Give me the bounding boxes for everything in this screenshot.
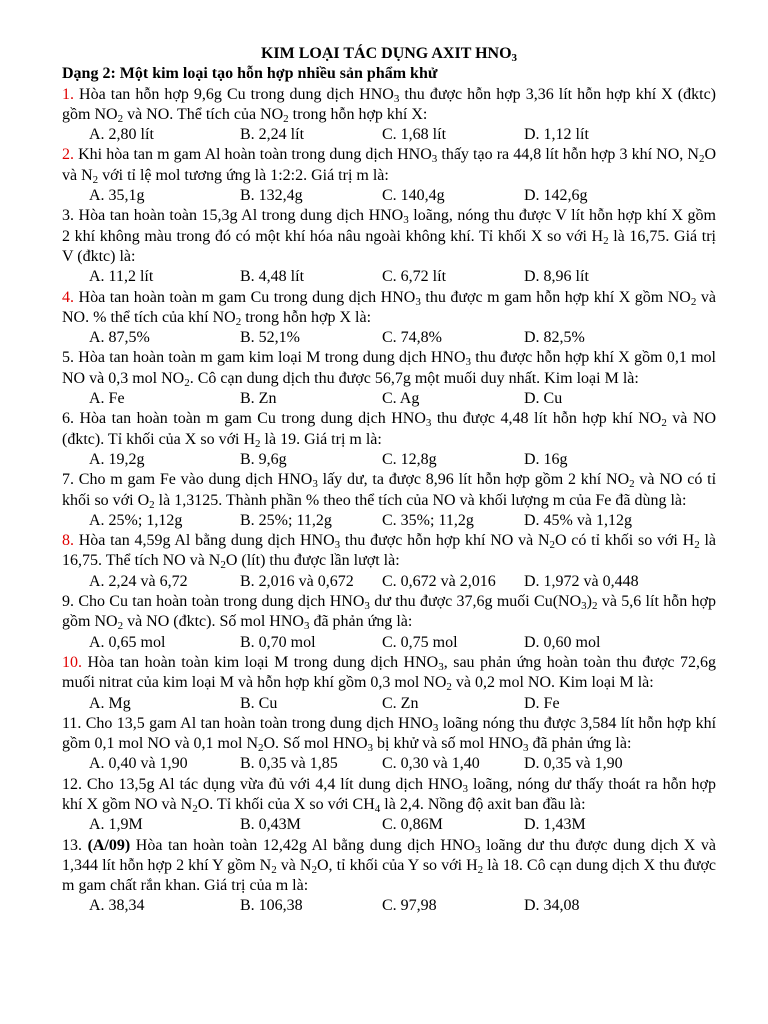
question-text: [62, 470, 716, 511]
answer-option-d: D. 142,6g: [524, 187, 588, 205]
question-body: Hòa tan hoàn toàn m gam kim loại M trong dung dịch $HNO_3$ thu được hỗn hợp khí X gồm 0,1 mol NO và 0,3 mol $NO_2$. Cô cạn dung dịch thu được 56,7g một muối duy nhất. Kim loại M là:: [62, 349, 716, 389]
answer-options: [62, 511, 716, 531]
answer-option-a: A. 0,40 và 1,90: [89, 755, 188, 773]
answer-option-b: B. Cu: [240, 694, 278, 712]
answer-option-a: A. Mg: [89, 694, 131, 712]
question-body: Cho 13,5 gam Al tan hoàn toàn trong dung dịch $HNO_3$ loãng nóng thu được 3,584 lít hỗn hợp khí gồm 0,1 mol NO và 0,1 mol $N_2O$. Số mol $HNO_3$ bị khử và số mol $HNO_3$ đã phản ứng là:: [62, 714, 717, 755]
question-text: [62, 145, 716, 186]
answer-options: [62, 815, 716, 835]
answer-option-d: D. 45% và 1,12g: [524, 511, 632, 529]
answer-options: [62, 896, 716, 916]
answer-option-b: B. 0,70 mol: [240, 633, 316, 651]
answer-option-a: A. Fe: [89, 390, 125, 408]
answer-option-a: A. 35,1g: [89, 187, 145, 205]
question-text: [62, 348, 716, 389]
answer-option-b: B. 25%; 11,2g: [240, 511, 332, 529]
answer-option-c: C. 35%; 11,2g: [382, 511, 474, 529]
answer-option-c: C. Zn: [382, 694, 419, 712]
answer-option-b: B. 52,1%: [240, 329, 300, 347]
question-number: 5.: [62, 349, 74, 367]
question-text: [62, 714, 716, 755]
answer-option-d: D. 0,35 và 1,90: [524, 755, 623, 773]
question-number: 1.: [62, 85, 74, 103]
question-body: Hòa tan hoàn toàn m gam Cu trong dung dịch $HNO_3$ thu được 4,48 lít hỗn hợp khí $NO_2$ và NO (đktc). Tỉ khối của X so với $H_2$ là 19. Giá trị m là:: [62, 410, 716, 450]
answer-options: [62, 186, 716, 206]
question-list: [62, 85, 716, 917]
answer-option-a: A. 19,2g: [89, 450, 145, 468]
answer-options: [62, 754, 716, 774]
answer-option-c: C. 0,75 mol: [382, 633, 458, 651]
question-number: 3.: [62, 207, 74, 225]
answer-options: [62, 267, 716, 287]
answer-option-c: C. 0,30 và 1,40: [382, 755, 480, 773]
answer-option-d: D. 1,12 lít: [524, 126, 589, 144]
answer-option-d: D. 34,08: [524, 897, 580, 915]
answer-option-d: D. 82,5%: [524, 329, 585, 347]
page-title: KIM LOẠI TÁC DỤNG AXIT $HNO_3$: [260, 45, 518, 64]
answer-option-b: B. 9,6g: [240, 450, 287, 468]
question-body: Khi hòa tan m gam Al hoàn toàn trong dung dịch $HNO_3$ thấy tạo ra 44,8 lít hỗn hợp 3 khí NO, $N_2O$ và $N_2$ với tỉ lệ mol tương ứng là 1:2:2. Giá trị m là:: [62, 146, 717, 186]
answer-option-b: B. 2,016 và 0,672: [240, 572, 354, 590]
answer-option-c: C. 0,86M: [382, 816, 443, 834]
answer-options: [62, 389, 716, 409]
question-body: Hòa tan hoàn toàn m gam Cu trong dung dịch $HNO_3$ thu được m gam hỗn hợp khí X gồm $NO_2$ và NO. % thể tích của khí $NO_2$ trong hỗn hợp X là:: [62, 288, 717, 328]
question-number: 11.: [62, 714, 82, 732]
answer-option-c: C. 0,672 và 2,016: [382, 572, 496, 590]
answer-option-c: C. 97,98: [382, 897, 437, 915]
question-body: (A/09) Hòa tan hoàn toàn 12,42g Al bằng dung dịch $HNO_3$ loãng dư thu được dung dịch X và 1,344 lít hỗn hợp 2 khí Y gồm $N_2$ và $N_2O$, tỉ khối của Y so với $H_2$ là 18. Cô cạn dung dịch X thu được m gam chất rắn khan. Giá trị của m là:: [62, 836, 717, 895]
answer-option-a: A. 25%; 1,12g: [89, 511, 183, 529]
question-number: 7.: [62, 471, 74, 489]
answer-option-a: A. 38,34: [89, 897, 145, 915]
question-text: [62, 592, 716, 633]
answer-option-c: C. 74,8%: [382, 329, 442, 347]
question-text: [62, 653, 716, 694]
question-text: [62, 836, 716, 897]
answer-option-a: A. 2,80 lít: [89, 126, 154, 144]
question-text: [62, 775, 716, 816]
answer-option-a: A. 2,24 và 6,72: [89, 572, 188, 590]
answer-option-a: A. 11,2 lít: [89, 268, 154, 286]
question-body: Cho 13,5g Al tác dụng vừa đủ với 4,4 lít dung dịch $HNO_3$ loãng, nóng dư thấy thoát ra hỗn hợp khí X gồm NO và $N_2O$. Tỉ khối của X so với $CH_4$ là 2,4. Nồng độ axit ban đầu là:: [62, 775, 716, 815]
answer-options: [62, 450, 716, 470]
question-body: Cho Cu tan hoàn toàn trong dung dịch $HNO_3$ dư thu được 37,6g muối $Cu(NO_3)_2$ và 5,6 lít hỗn hợp gồm $NO_2$ và NO (đktc). Số mol $HNO_3$ đã phản ứng là:: [62, 593, 716, 633]
question-number: 6.: [62, 410, 74, 428]
question-text: [62, 85, 716, 126]
answer-option-c: C. 6,72 lít: [382, 268, 447, 286]
question-number: 12.: [62, 775, 82, 793]
answer-option-d: D. 1,972 và 0,448: [524, 572, 639, 590]
answer-option-b: B. 2,24 lít: [240, 126, 305, 144]
answer-option-b: B. 0,43M: [240, 816, 301, 834]
question-text: [62, 531, 716, 572]
answer-options: [62, 694, 716, 714]
answer-option-b: B. 4,48 lít: [240, 268, 305, 286]
question-number: 2.: [62, 146, 74, 164]
answer-option-d: D. 8,96 lít: [524, 268, 589, 286]
question-number: 9.: [62, 593, 74, 611]
answer-option-c: C. 1,68 lít: [382, 126, 447, 144]
question-number: 13.: [62, 836, 82, 854]
answer-option-d: D. 16g: [524, 450, 568, 468]
answer-options: [62, 633, 716, 653]
answer-option-a: A. 0,65 mol: [89, 633, 166, 651]
question-body: Hòa tan hoàn toàn kim loại M trong dung dịch $HNO_3$, sau phản ứng hoàn toàn thu được 72,6g muối nitrat của kim loại M và hỗn hợp khí gồm 0,3 mol $NO_2$ và 0,2 mol NO. Kim loại M là:: [62, 653, 716, 694]
answer-option-b: B. 132,4g: [240, 187, 303, 205]
question-text: [62, 288, 716, 329]
answer-option-c: C. Ag: [382, 390, 420, 408]
question-body: Hòa tan hoàn toàn 15,3g Al trong dung dịch $HNO_3$ loãng, nóng thu được V lít hỗn hợp khí X gồm 2 khí không màu trong đó có một khí hóa nâu ngoài không khí. Tỉ khối X so với $H_2$ là 16,75. Giá trị V (đktc) là:: [62, 207, 717, 265]
answer-option-b: B. 0,35 và 1,85: [240, 755, 338, 773]
answer-option-c: C. 140,4g: [382, 187, 445, 205]
answer-options: [62, 572, 716, 592]
question-text: [62, 409, 716, 450]
question-body: Hòa tan 4,59g Al bằng dung dịch $HNO_3$ thu được hỗn hợp khí NO và $N_2O$ có tỉ khối so với $H_2$ là 16,75. Thể tích NO và $N_2O$ (lít) thu được lần lượt là:: [62, 532, 716, 572]
answer-option-a: A. 87,5%: [89, 329, 150, 347]
answer-options: [62, 125, 716, 145]
section-subtitle: Dạng 2: Một kim loại tạo hỗn hợp nhiều sản phẩm khử: [62, 65, 438, 83]
question-body: Hòa tan hỗn hợp 9,6g Cu trong dung dịch $HNO_3$ thu được hỗn hợp 3,36 lít hỗn hợp khí X (đktc) gồm $NO_2$ và NO. Thể tích của $NO_2$ trong hỗn hợp khí X:: [62, 85, 716, 125]
question-text: [62, 206, 716, 267]
answer-option-d: D. 1,43M: [524, 816, 586, 834]
answer-option-d: D. 0,60 mol: [524, 633, 601, 651]
answer-option-d: D. Fe: [524, 694, 560, 712]
question-body: Cho m gam Fe vào dung dịch $HNO_3$ lấy dư, ta được 8,96 lít hỗn hợp gồm 2 khí $NO_2$ và NO có tỉ khối so với $O_2$ là 1,3125. Thành phần % theo thể tích của NO và khối lượng m của Fe đã dùng là:: [62, 471, 717, 511]
answer-option-a: A. 1,9M: [89, 816, 143, 834]
question-number: 8.: [62, 532, 74, 550]
answer-option-c: C. 12,8g: [382, 450, 437, 468]
question-number: 4.: [62, 288, 74, 306]
answer-option-b: B. 106,38: [240, 897, 303, 915]
answer-options: [62, 328, 716, 348]
answer-option-b: B. Zn: [240, 390, 277, 408]
question-number: 10.: [62, 653, 82, 671]
answer-option-d: D. Cu: [524, 390, 563, 408]
